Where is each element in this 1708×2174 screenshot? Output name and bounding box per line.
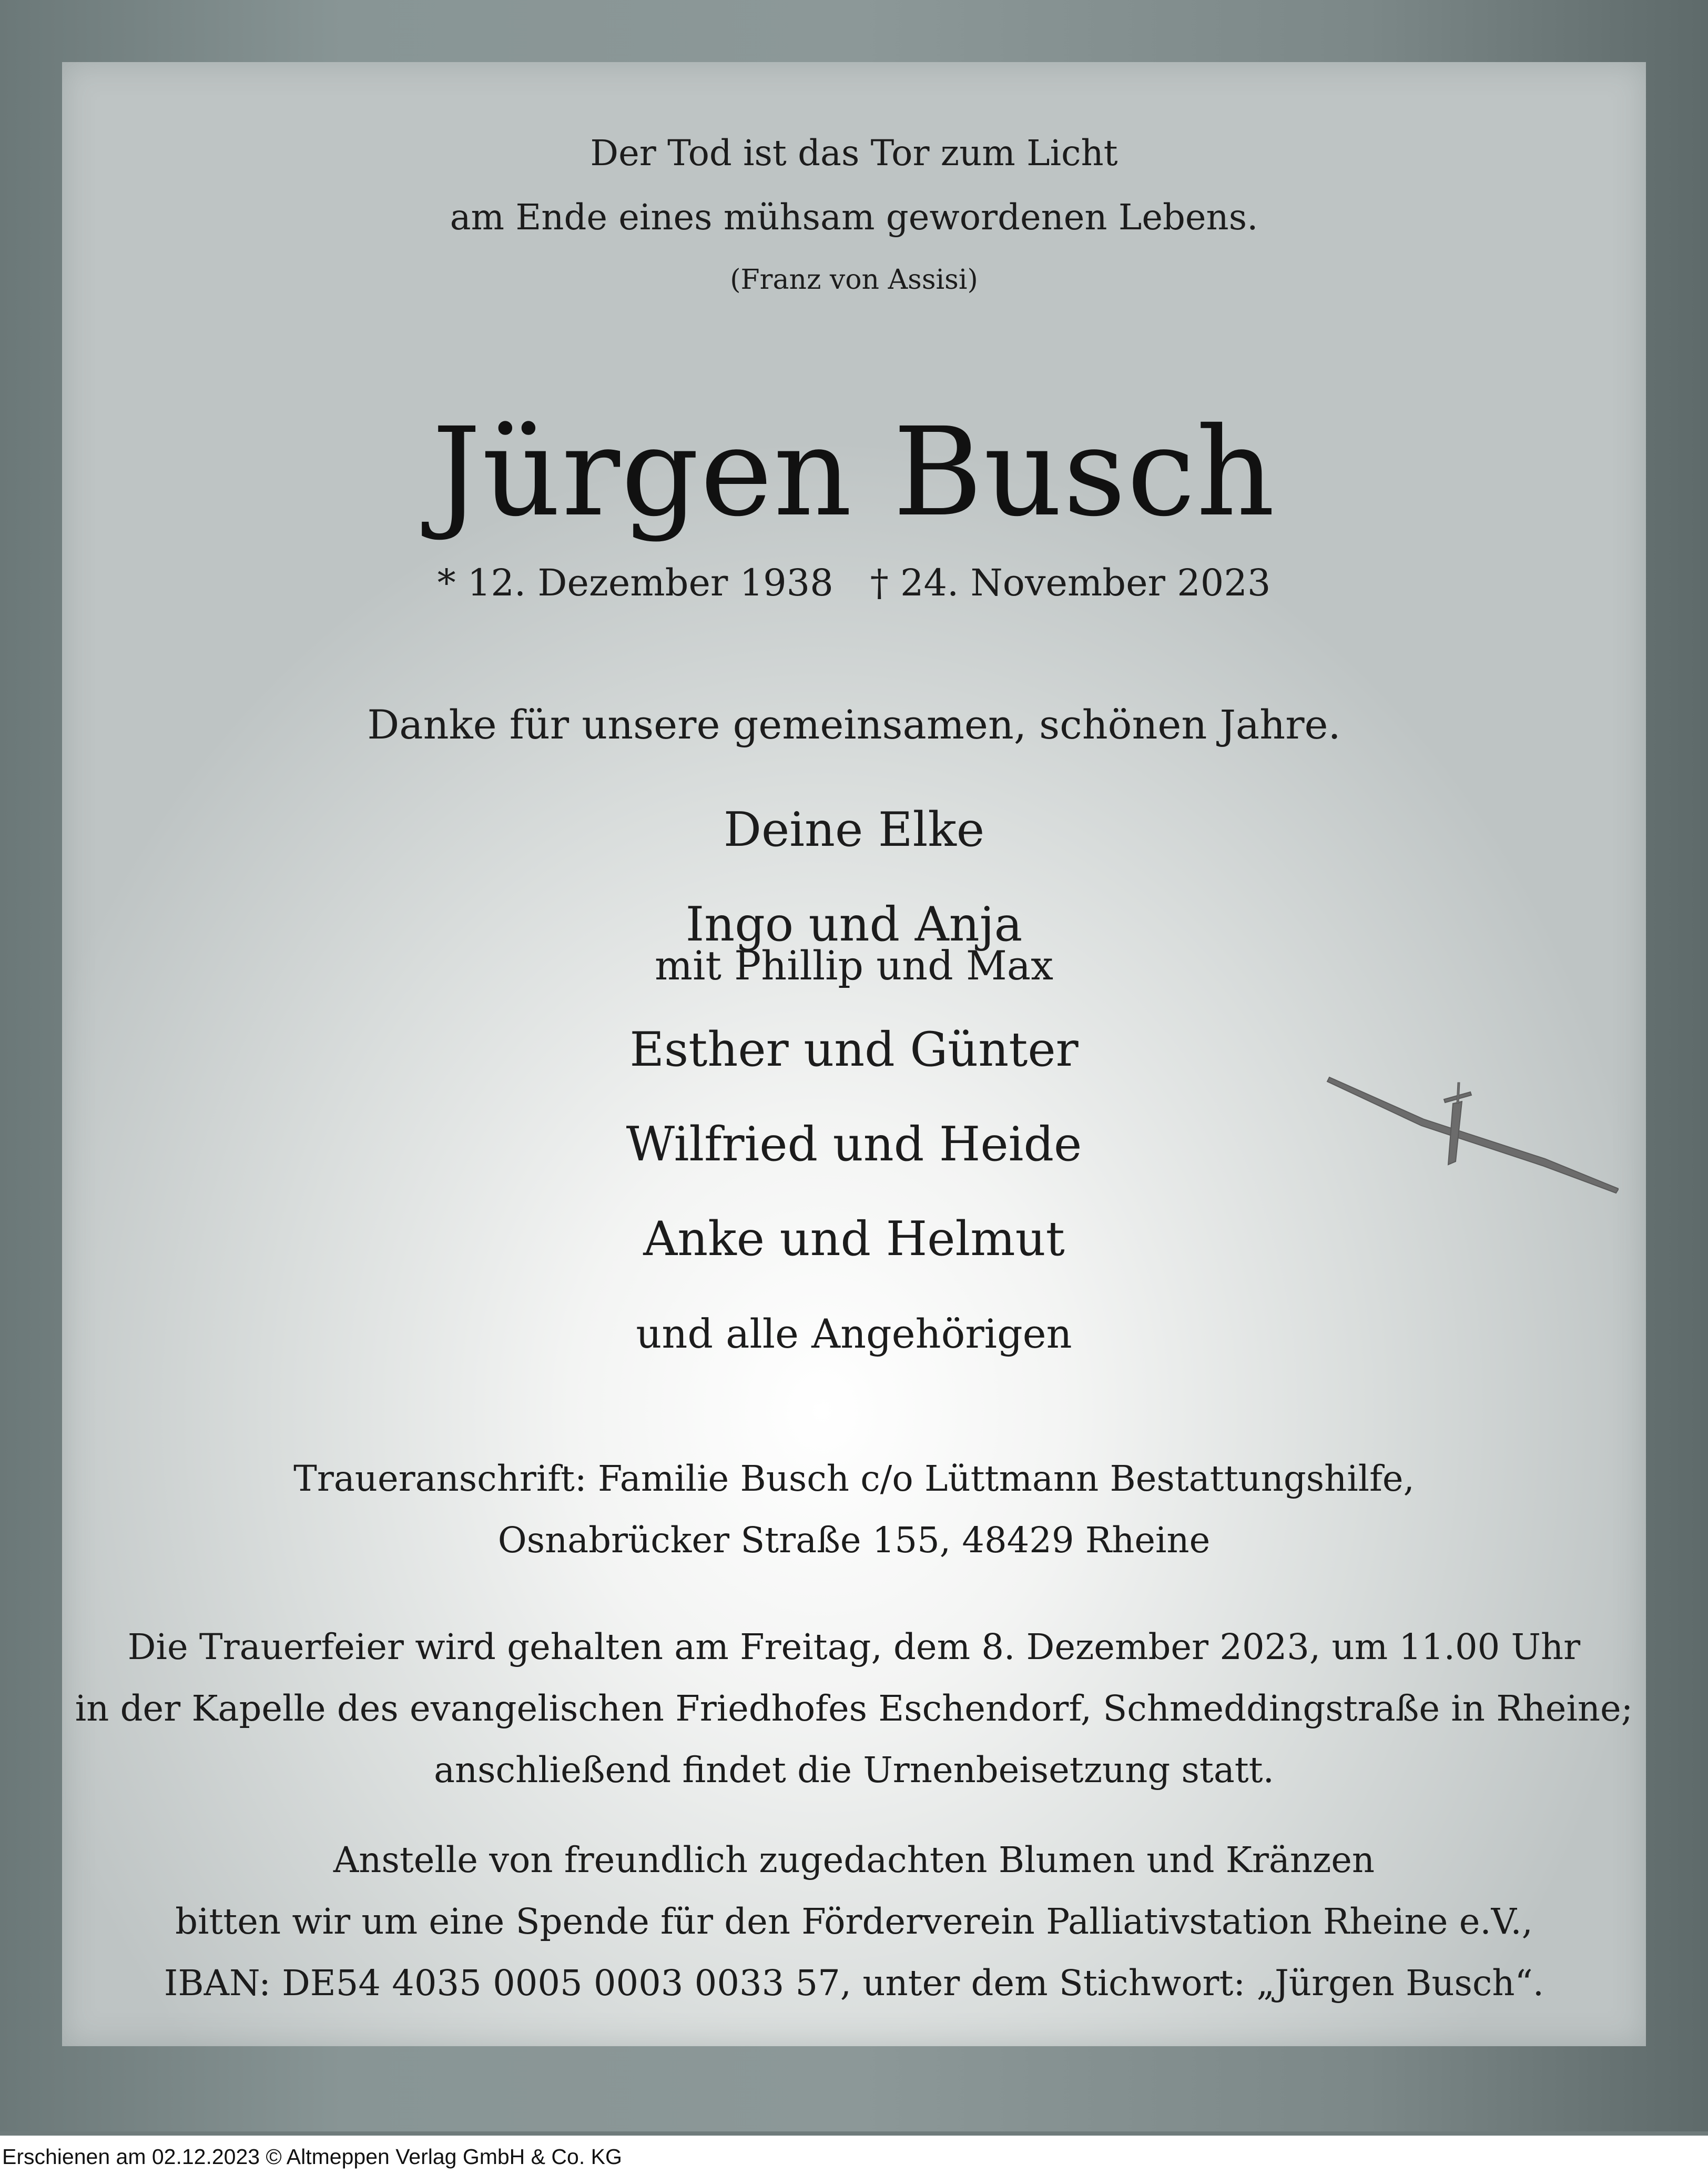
- donation-line-1: Anstelle von freundlich zugedachten Blumen und Kränzen: [333, 1839, 1375, 1880]
- birth-date: * 12. Dezember 1938: [437, 561, 833, 604]
- family-member: Wilfried und Heide: [626, 1117, 1082, 1172]
- life-dates: [62, 554, 1646, 612]
- family-member: Esther und Günter: [629, 1022, 1079, 1077]
- glider-icon: [1324, 1051, 1619, 1230]
- family-member-sub: mit Phillip und Max: [655, 942, 1053, 989]
- ceremony-line-2: in der Kapelle des evangelischen Friedhofes Eschendorf, Schmeddingstraße in Rheine;: [75, 1688, 1633, 1729]
- family-member: Ingo und Anja: [685, 897, 1023, 952]
- notice-panel: [62, 62, 1646, 2046]
- ceremony-line-1: Die Trauerfeier wird gehalten am Freitag, dem 8. Dezember 2023, um 11.00 Uhr: [127, 1626, 1581, 1667]
- quote-attribution: (Franz von Assisi): [730, 264, 978, 296]
- ceremony-info: [62, 1616, 1646, 1801]
- donation-line-2: bitten wir um eine Spende für den Förderverein Palliativstation Rheine e.V.,: [175, 1901, 1533, 1942]
- family-member: Deine Elke: [723, 802, 985, 857]
- ceremony-line-3: anschließend findet die Urnenbeisetzung statt.: [434, 1750, 1274, 1791]
- address-line-1: Traueranschrift: Familie Busch c/o Lüttmann Bestattungshilfe,: [293, 1458, 1415, 1499]
- deceased-name: Jürgen Busch: [432, 401, 1276, 543]
- death-date: † 24. November 2023: [870, 561, 1271, 604]
- donation-info: [62, 1829, 1646, 2014]
- publication-footer: Erschienen am 02.12.2023 © Altmeppen Verlag GmbH & Co. KG: [2, 2145, 622, 2169]
- thanks-line: Danke für unsere gemeinsamen, schönen Jahre.: [367, 701, 1341, 748]
- family-member: Anke und Helmut: [643, 1211, 1065, 1267]
- donation-line-3: IBAN: DE54 4035 0005 0003 0033 57, unter dem Stichwort: „Jürgen Busch“.: [164, 1963, 1544, 2004]
- quote-line-2: am Ende eines mühsam gewordenen Lebens.: [450, 197, 1258, 238]
- quote-block: [62, 121, 1646, 310]
- address-line-2: Osnabrücker Straße 155, 48429 Rheine: [497, 1520, 1211, 1561]
- quote-line-1: Der Tod ist das Tor zum Licht: [590, 133, 1118, 174]
- mourning-address: [62, 1448, 1646, 1571]
- family-relatives: und alle Angehörigen: [636, 1310, 1072, 1357]
